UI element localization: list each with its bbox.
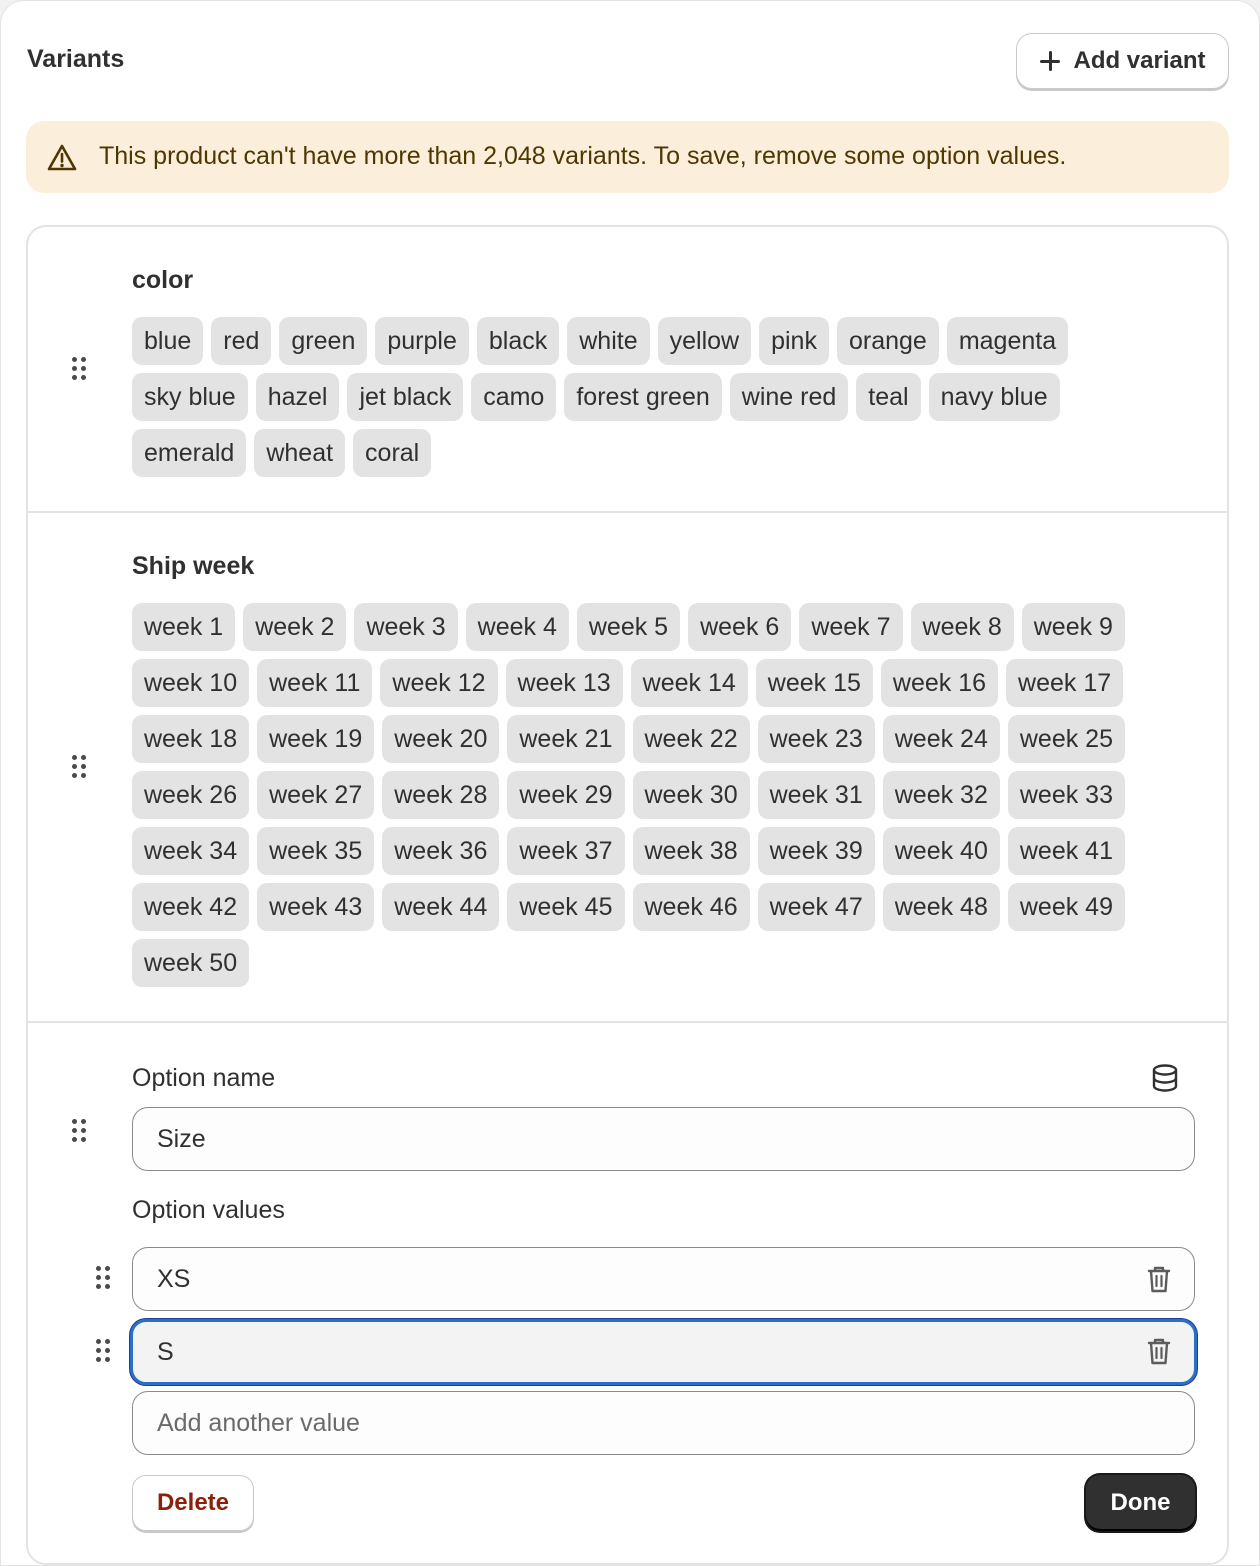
drag-handle-icon[interactable] [72, 755, 88, 781]
option-value-tag: week 26 [132, 771, 249, 819]
option-value-tag: teal [856, 373, 920, 421]
option-value-tag: navy blue [929, 373, 1060, 421]
option-value-tag: red [211, 317, 271, 365]
option-value-tag: week 16 [881, 659, 998, 707]
option-value-tag: pink [759, 317, 829, 365]
option-value-tag: week 42 [132, 883, 249, 931]
warning-icon [47, 143, 77, 173]
option-name-ship-week[interactable]: Ship week [132, 552, 255, 580]
option-value-tag: week 33 [1008, 771, 1125, 819]
divider [27, 1021, 1227, 1023]
option-value-tag: magenta [947, 317, 1068, 365]
option-value-tag: week 11 [257, 659, 372, 707]
warning-text: This product can't have more than 2,048 variants. To save, remove some option values. [99, 142, 1067, 170]
drag-handle-icon[interactable] [72, 1119, 88, 1145]
option-value-tag: week 6 [688, 603, 791, 651]
option-value-tag: orange [837, 317, 939, 365]
option-value-tag: week 48 [883, 883, 1000, 931]
option-value-tag: week 32 [883, 771, 1000, 819]
option-value-tag: week 34 [132, 827, 249, 875]
done-button[interactable]: Done [1086, 1475, 1195, 1531]
option-value-tag: coral [353, 429, 431, 477]
option-value-tag: week 21 [507, 715, 624, 763]
option-value-tag: week 44 [382, 883, 499, 931]
option-value-tag: week 7 [799, 603, 902, 651]
option-value-tag: week 28 [382, 771, 499, 819]
add-another-value-field[interactable] [132, 1391, 1195, 1455]
option-value-tag: camo [471, 373, 556, 421]
option-name-label: Option name [132, 1064, 276, 1092]
card-title: Variants [27, 45, 125, 73]
drag-handle-icon[interactable] [72, 357, 88, 383]
option-value-tag: week 39 [758, 827, 875, 875]
option-value-tag: week 2 [243, 603, 346, 651]
option-value-tag: week 5 [577, 603, 680, 651]
option-value-tag: wine red [730, 373, 849, 421]
option-value-tag: week 10 [132, 659, 249, 707]
option-name-color[interactable]: color [132, 266, 194, 294]
option-value-tag: week 41 [1008, 827, 1125, 875]
option-value-field[interactable] [132, 1247, 1195, 1311]
option-value-tag: sky blue [132, 373, 248, 421]
add-variant-button[interactable] [1016, 33, 1229, 89]
option-value-tag: week 46 [633, 883, 750, 931]
option-value-tag: week 49 [1008, 883, 1125, 931]
option-value-tag: week 8 [911, 603, 1014, 651]
option-value-tag: forest green [564, 373, 721, 421]
option-value-tag: week 15 [756, 659, 873, 707]
trash-icon[interactable] [1145, 1336, 1173, 1366]
option-value-tag: jet black [347, 373, 463, 421]
option-value-tag: week 40 [883, 827, 1000, 875]
plus-icon [1039, 50, 1061, 72]
option-value-tag: week 30 [633, 771, 750, 819]
option-value-tag: week 43 [257, 883, 374, 931]
option-value-tag: week 13 [506, 659, 623, 707]
option-value-tag: week 37 [507, 827, 624, 875]
option-value-tag: wheat [254, 429, 345, 477]
option-value-tag: week 31 [758, 771, 875, 819]
option-value-tag: white [567, 317, 649, 365]
option-value-tag: purple [375, 317, 469, 365]
option-value-tag: week 22 [633, 715, 750, 763]
delete-button[interactable]: Delete [132, 1475, 254, 1531]
option-value-tag: week 19 [257, 715, 374, 763]
option-value-tag: week 47 [758, 883, 875, 931]
option-value-tag: week 36 [382, 827, 499, 875]
option-value-tag: week 4 [466, 603, 569, 651]
drag-handle-icon[interactable] [96, 1266, 112, 1292]
drag-handle-icon[interactable] [96, 1339, 112, 1365]
option-value-tag: week 50 [132, 939, 249, 987]
add-variant-label: Add variant [1073, 47, 1206, 74]
option-value-tag: week 12 [380, 659, 497, 707]
option-value-tag: week 25 [1008, 715, 1125, 763]
option-value-tag: week 29 [507, 771, 624, 819]
metafield-database-icon[interactable] [1149, 1062, 1181, 1094]
option-value-tag: blue [132, 317, 203, 365]
option-value-tag: week 35 [257, 827, 374, 875]
option-value-tag: week 24 [883, 715, 1000, 763]
option-values-label: Option values [132, 1196, 285, 1224]
option-value-tag: week 17 [1006, 659, 1123, 707]
trash-icon[interactable] [1145, 1264, 1173, 1294]
option-value-tag: week 23 [758, 715, 875, 763]
option-value-tag: week 18 [132, 715, 249, 763]
option-name-field[interactable] [132, 1107, 1195, 1171]
option-value-field-focused[interactable] [130, 1319, 1197, 1385]
option-value-tag: yellow [658, 317, 751, 365]
option-value-tag: week 20 [382, 715, 499, 763]
option-value-tag: emerald [132, 429, 246, 477]
option-value-tag: week 3 [354, 603, 457, 651]
option-value-tag: green [279, 317, 367, 365]
option-value-tag: week 14 [631, 659, 748, 707]
option-values-ship-week[interactable] [132, 603, 1172, 987]
option-values-color[interactable] [132, 317, 1112, 477]
option-value-tag: week 38 [633, 827, 750, 875]
option-value-tag: week 45 [507, 883, 624, 931]
option-value-tag: hazel [256, 373, 340, 421]
option-value-tag: week 1 [132, 603, 235, 651]
divider [27, 511, 1227, 513]
option-value-tag: black [477, 317, 559, 365]
option-value-tag: week 27 [257, 771, 374, 819]
option-value-tag: week 9 [1022, 603, 1125, 651]
